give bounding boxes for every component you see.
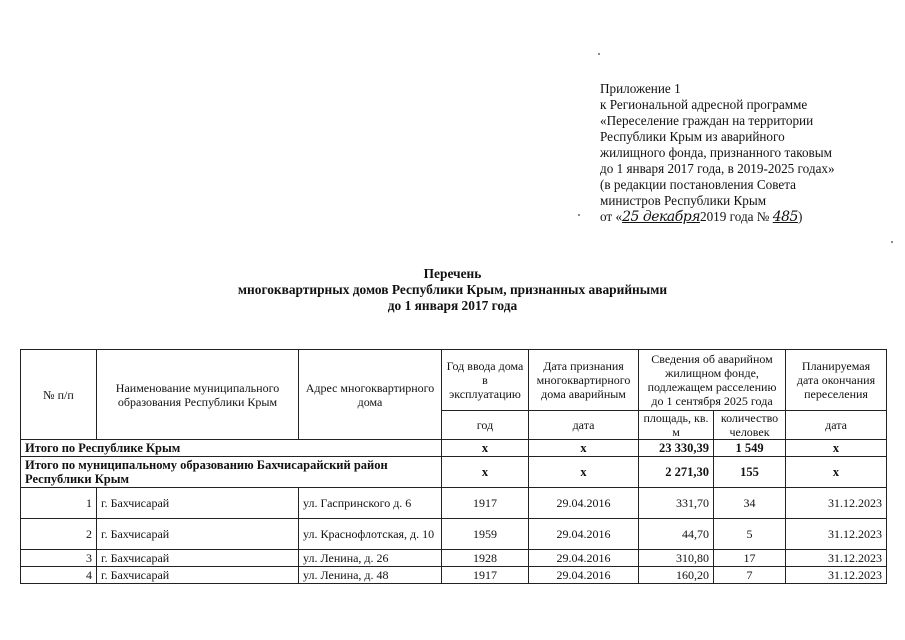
subheader-area: площадь, кв. м	[639, 411, 714, 440]
total-label: Итого по Республике Крым	[21, 440, 442, 457]
appendix-line: министров Республики Крым	[600, 193, 767, 208]
row-num: 3	[21, 550, 97, 567]
header-date-recognized: Дата признания многоквартирного дома аварийным	[529, 350, 639, 411]
header-num: № п/п	[21, 350, 97, 440]
header-year: Год ввода дома в эксплуатацию	[442, 350, 529, 411]
subheader-year: год	[442, 411, 529, 440]
municipality-total-year: х	[442, 457, 529, 488]
row-people: 34	[714, 488, 786, 519]
appendix-line: жилищного фонда, признанного таковым	[600, 145, 832, 160]
header-address: Адрес многоквартирного дома	[299, 350, 442, 440]
row-num: 1	[21, 488, 97, 519]
title-line-1: Перечень	[423, 266, 482, 281]
row-date: 29.04.2016	[529, 567, 639, 584]
row-date: 29.04.2016	[529, 488, 639, 519]
houses-table	[20, 349, 887, 584]
row-num: 2	[21, 519, 97, 550]
scan-speck	[598, 53, 600, 55]
subheader-planned-date: дата	[786, 411, 887, 440]
row-municipality: г. Бахчисарай	[97, 488, 299, 519]
appendix-line: до 1 января 2017 года, в 2019-2025 годах»	[600, 161, 835, 176]
row-people: 5	[714, 519, 786, 550]
row-year: 1928	[442, 550, 529, 567]
row-municipality: г. Бахчисарай	[97, 550, 299, 567]
row-address: ул. Гаспринского д. 6	[299, 488, 442, 519]
total-area: 23 330,39	[639, 440, 714, 457]
row-date: 29.04.2016	[529, 519, 639, 550]
header-row	[21, 350, 887, 411]
header-fund-info: Сведения об аварийном жилищном фонде, подлежащем расселению до 1 сентября 2025 года	[639, 350, 786, 411]
row-planned: 31.12.2023	[786, 488, 887, 519]
municipality-total-row	[21, 457, 887, 488]
row-address: ул. Краснофлотская, д. 10	[299, 519, 442, 550]
total-year: х	[442, 440, 529, 457]
row-people: 7	[714, 567, 786, 584]
row-planned: 31.12.2023	[786, 550, 887, 567]
document-title	[0, 266, 905, 314]
row-area: 160,20	[639, 567, 714, 584]
municipality-total-date: х	[529, 457, 639, 488]
table-row	[21, 567, 887, 584]
handwritten-date: 25 декабря	[622, 209, 700, 225]
row-municipality: г. Бахчисарай	[97, 567, 299, 584]
title-line-3: до 1 января 2017 года	[387, 298, 518, 313]
handwritten-number: 485	[772, 209, 798, 225]
scan-speck	[891, 241, 893, 243]
municipality-total-people: 155	[714, 457, 786, 488]
title-line-2: многоквартирных домов Республики Крым, признанных аварийными	[237, 282, 668, 297]
row-municipality: г. Бахчисарай	[97, 519, 299, 550]
municipality-total-label: Итого по муниципальному образованию Бахчисарайский район Республики Крым	[21, 457, 442, 488]
appendix-line: к Региональной адресной программе	[600, 97, 808, 112]
total-people: 1 549	[714, 440, 786, 457]
appendix-line: Республики Крым из аварийного	[600, 129, 785, 144]
date-suffix: )	[797, 209, 803, 224]
row-address: ул. Ленина, д. 26	[299, 550, 442, 567]
table-row	[21, 488, 887, 519]
appendix-line: Приложение 1	[600, 81, 681, 96]
row-planned: 31.12.2023	[786, 567, 887, 584]
row-year: 1917	[442, 488, 529, 519]
row-date: 29.04.2016	[529, 550, 639, 567]
total-date: х	[529, 440, 639, 457]
total-planned: х	[786, 440, 887, 457]
row-address: ул. Ленина, д. 48	[299, 567, 442, 584]
row-area: 310,80	[639, 550, 714, 567]
scan-speck	[578, 214, 580, 216]
row-area: 44,70	[639, 519, 714, 550]
municipality-total-area: 2 271,30	[639, 457, 714, 488]
date-mid: 2019 года №	[699, 209, 770, 224]
row-num: 4	[21, 567, 97, 584]
date-prefix: от «	[600, 209, 623, 224]
municipality-total-planned: х	[786, 457, 887, 488]
header-planned: Планируемая дата окончания переселения	[786, 350, 887, 411]
header-municipality: Наименование муниципального образования Республики Крым	[97, 350, 299, 440]
subheader-people: количество человек	[714, 411, 786, 440]
appendix-line: «Переселение граждан на территории	[600, 113, 814, 128]
row-area: 331,70	[639, 488, 714, 519]
row-planned: 31.12.2023	[786, 519, 887, 550]
appendix-date-line	[600, 209, 890, 225]
row-people: 17	[714, 550, 786, 567]
row-year: 1917	[442, 567, 529, 584]
row-year: 1959	[442, 519, 529, 550]
appendix-block	[600, 81, 890, 225]
total-row	[21, 440, 887, 457]
table-row	[21, 519, 887, 550]
subheader-date: дата	[529, 411, 639, 440]
appendix-line: (в редакции постановления Совета	[600, 177, 797, 192]
table-row	[21, 550, 887, 567]
